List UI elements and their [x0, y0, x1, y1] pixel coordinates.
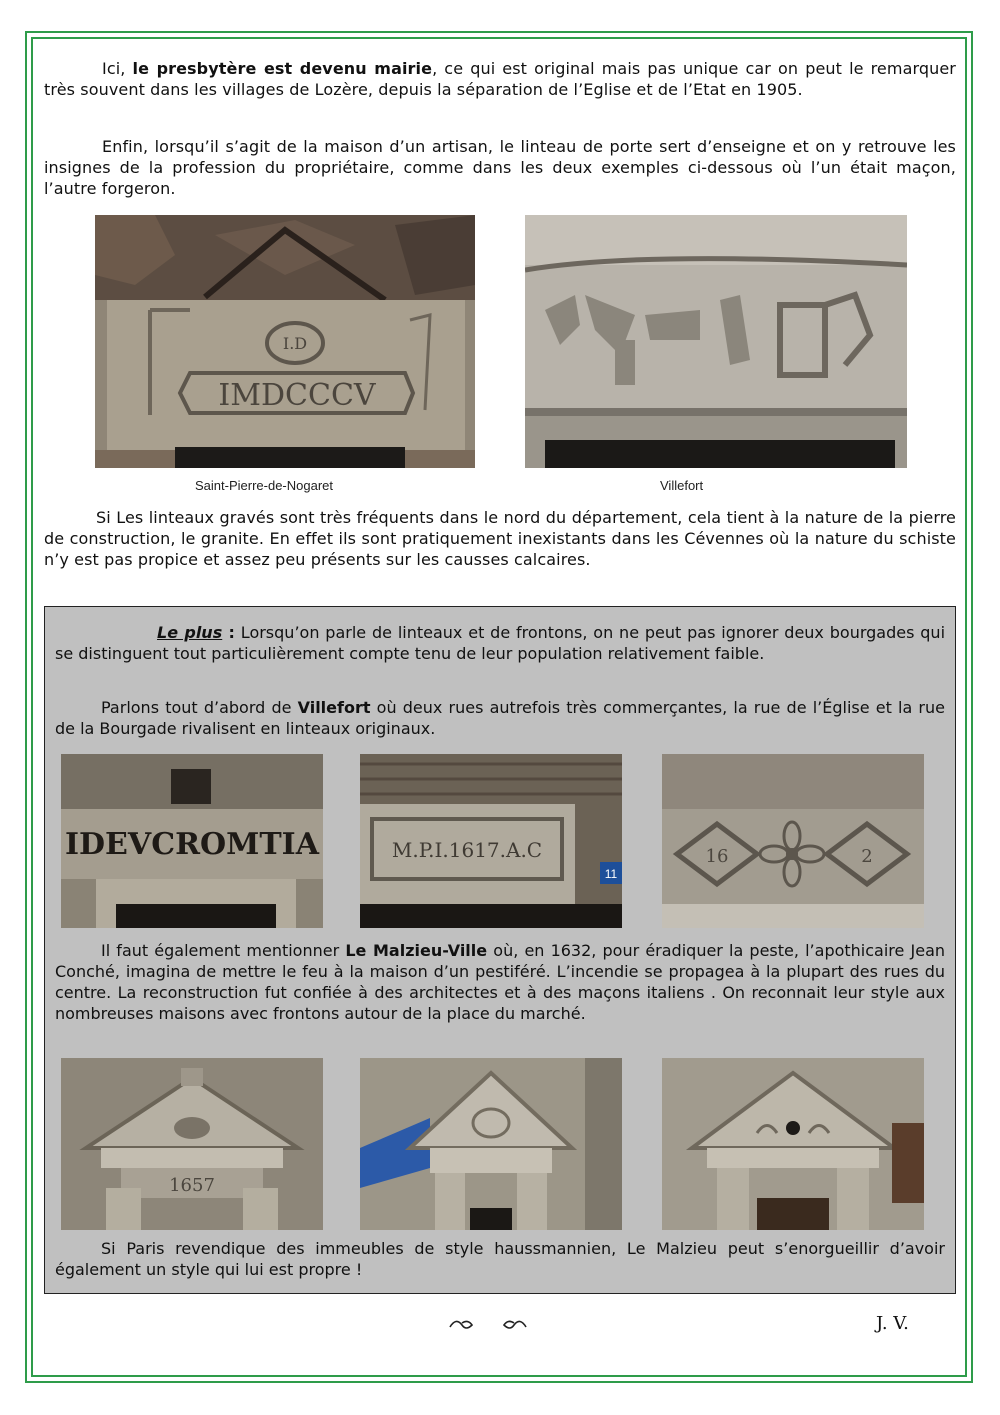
paragraph-presbytere: Ici, le presbytère est devenu mairie, ce qui est original mais pas unique car on peut le remarquer très souvent dans les villages de Lozère, depuis la séparation de l’Eglise et de l’Etat en 1905. — [44, 59, 956, 99]
signature: J. V. — [876, 1313, 909, 1334]
emphasis-presbytere: le presbytère est devenu mairie — [132, 59, 433, 78]
carving-date-1657: 1657 — [169, 1175, 215, 1196]
photo-malzieu-fronton-2 — [360, 1058, 622, 1230]
photo-villefort-linteau-3 — [662, 754, 924, 928]
carving-gothic-text: IDEVCROMTIA — [65, 827, 319, 862]
carving-initials-date-text: M.P.I.1617.A.C — [391, 838, 543, 862]
photo-villefort-linteau-1 — [61, 754, 323, 928]
ornament-flourish-icon — [446, 1313, 530, 1337]
photo-villefort-forgeron — [525, 215, 907, 468]
emphasis-villefort: Villefort — [297, 698, 371, 717]
photo-malzieu-fronton-1 — [61, 1058, 323, 1230]
caption-villefort: Villefort — [660, 478, 704, 493]
house-number-plate: 11 — [604, 867, 618, 881]
paragraph-malzieu: Il faut également mentionner Le Malzieu-Ville où, en 1632, pour éradiquer la peste, l’apothicaire Jean Conché, imagina de mettre le feu à la maison d’un pestiféré. L’incendie se propagea à la plupart des rues du centre. La reconstruction fut confiée à des architectes et à des maçons italiens . On reconnait leur style aux nombreuses maisons avec frontons autour de la place du marché. — [55, 941, 946, 1023]
photo-malzieu-fronton-3 — [662, 1058, 924, 1230]
le-plus-label: Le plus — [157, 623, 223, 642]
photo-saint-pierre-de-nogaret — [95, 215, 475, 468]
carving-diamond-right: 2 — [861, 846, 873, 867]
carving-diamond-left: 16 — [705, 846, 729, 867]
photo-villefort-linteau-2 — [360, 754, 622, 928]
paragraph-villefort: Parlons tout d’abord de Villefort où deux rues autrefois très commerçantes, la rue de l’Église et la rue de la Bourgade rivalisent en linteaux originaux. — [55, 698, 945, 738]
paragraph-artisan: Enfin, lorsqu’il s’agit de la maison d’un artisan, le linteau de porte sert d’enseigne et on y retrouve les insignes de la profession du propriétaire, comme dans les deux exemples ci-dessous où l’un était maçon, l’autre forgeron. — [44, 137, 956, 198]
carving-initials-text: I.D — [282, 334, 308, 353]
caption-saint-pierre: Saint-Pierre-de-Nogaret — [195, 478, 334, 493]
paragraph-le-plus: Le plus : Lorsqu’on parle de linteaux et de frontons, on ne peut pas ignorer deux bourgades qui se distinguent tout particulièrement compte tenu de leur population relativement faible. — [55, 623, 946, 663]
carving-date-text: IMDCCCV — [218, 378, 376, 413]
paragraph-granite: Si Les linteaux gravés sont très fréquents dans le nord du département, cela tient à la nature de la pierre de construction, le granite. En effet ils sont pratiquement inexistants dans les Cévennes où la nature du schiste n’y est pas propice et assez peu présents sur les causses calcaires. — [44, 508, 956, 569]
emphasis-malzieu: Le Malzieu-Ville — [345, 941, 488, 960]
paragraph-paris: Si Paris revendique des immeubles de style haussmannien, Le Malzieu peut s’enorgueillir d’avoir également un style qui lui est propre ! — [55, 1239, 945, 1279]
